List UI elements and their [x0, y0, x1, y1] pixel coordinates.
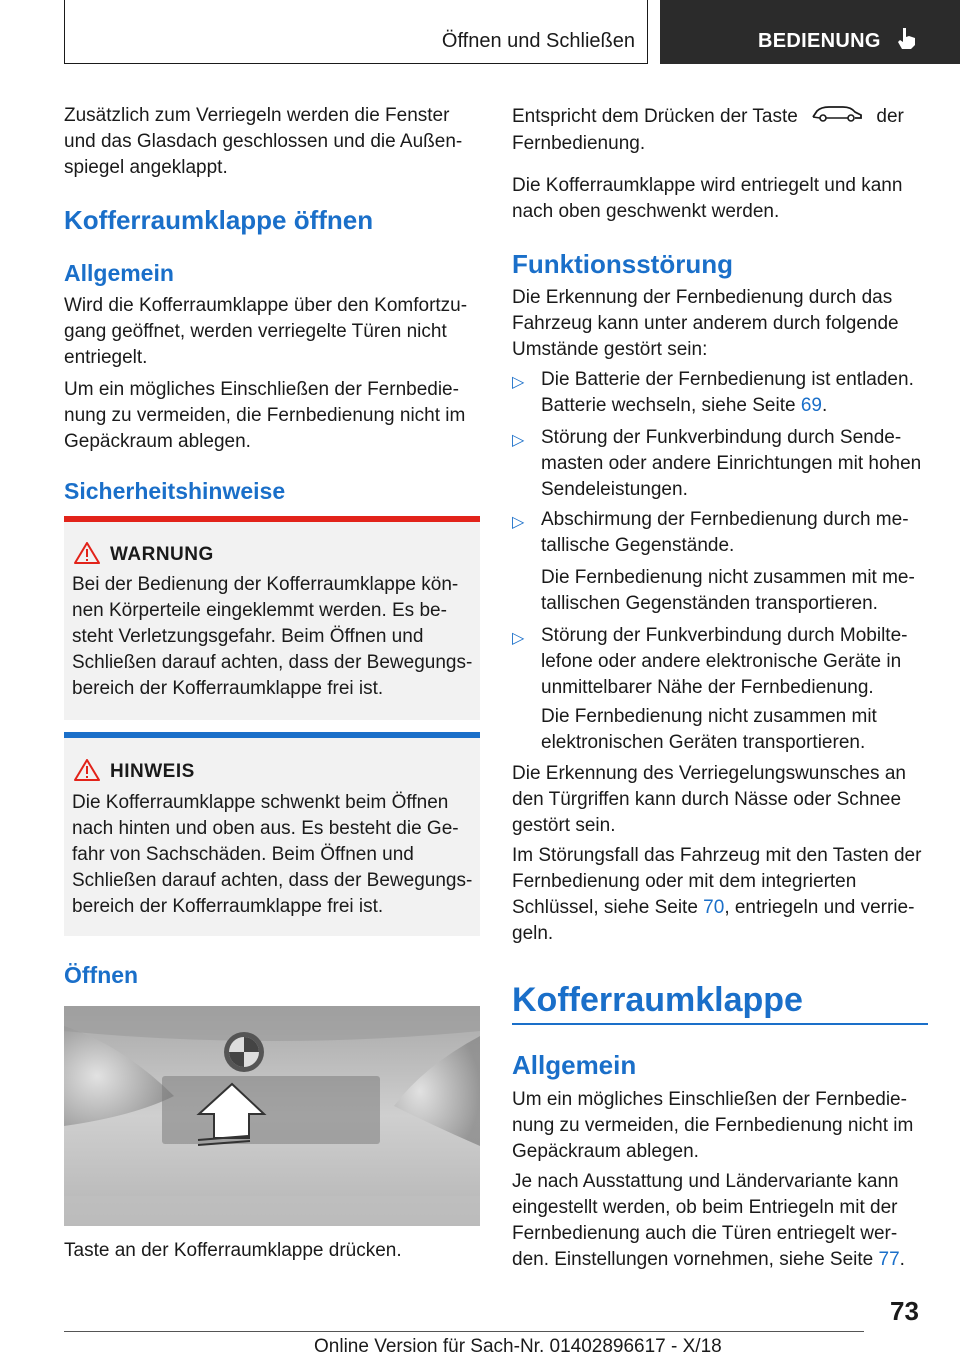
header-chapter-tab — [660, 0, 960, 64]
header-section-box — [64, 0, 648, 64]
heading-malfunction: Funktionsstörung — [512, 249, 733, 279]
notice-title: HINWEIS — [110, 761, 195, 782]
remote-key-text-before: Entspricht dem Drücken der Taste — [512, 106, 798, 128]
notice-bar — [64, 732, 480, 738]
warning-triangle-icon — [74, 542, 100, 569]
heading-trunk-open: Kofferraumklappe öffnen — [64, 205, 374, 235]
fault-unlock-text: Im Störungsfall das Fahrzeug mit den Tasten der Fernbedienung oder mit dem integrierten Schlüssel, siehe Seite — [512, 845, 922, 918]
malfunction-intro: Die Erkennung der Fernbedienung durch das Fahrzeug kann unter anderem durch folgende Umstände gestört sein: — [512, 287, 899, 360]
remote-key-text-line2: Fernbedienung. — [512, 133, 646, 154]
unlock-paragraph: Die Kofferraumklappe wird entriegelt und kann nach oben geschwenkt werden. — [512, 175, 903, 222]
warning-box — [64, 516, 480, 720]
footer-online-version: Online Version für Sach-Nr. 01402896617 - X/18 — [314, 1336, 722, 1357]
footer-divider — [64, 1331, 864, 1332]
page-link-77[interactable]: 77 — [878, 1249, 900, 1270]
warning-title: WARNUNG — [110, 544, 214, 565]
intro-paragraph: Zusätzlich zum Verriegeln werden die Fenster und das Glasdach geschlossen und die Außen-spiegel angeklappt. — [64, 105, 463, 178]
heading-underline — [512, 1023, 928, 1025]
bullet-mobile-phones: Störung der Funkverbindung durch Mobilte-lefone oder andere elektronische Geräte in unmittelbarer Nähe der Fernbedienung. — [541, 625, 908, 698]
notice-box — [64, 732, 480, 936]
bullet-shielding-advice: Die Fernbedienung nicht zusammen mit me-tallischen Gegenständen transportieren. — [541, 567, 915, 614]
trunk-paragraph-1: Um ein mögliches Einschließen der Fernbedie-nung zu vermeiden, die Fernbedienung nicht im Gepäckraum ablegen. — [512, 1089, 914, 1162]
trunk-button-photo — [64, 1006, 480, 1226]
bullet-marker: ▷ — [512, 374, 525, 391]
bullet-battery-text: Die Batterie der Fernbedienung ist entladen. Batterie wechseln, siehe Seite — [541, 369, 914, 416]
subheading-safety: Sicherheitshinweise — [64, 478, 286, 504]
trunk-paragraph-2-end: . — [899, 1249, 905, 1270]
remote-key-text-after: der — [876, 106, 904, 128]
heading-trunk-lid: Kofferraumklappe — [512, 981, 803, 1019]
car-key-icon — [811, 103, 863, 131]
bullet-mobile-advice: Die Fernbedienung nicht zusammen mit elektronischen Geräten transportieren. — [541, 706, 877, 753]
remote-key-paragraph — [512, 103, 932, 157]
bullet-marker: ▷ — [512, 630, 525, 647]
notice-triangle-icon — [74, 759, 100, 786]
page-link-70[interactable]: 70 — [703, 897, 725, 918]
subheading-general: Allgemein — [64, 260, 174, 286]
bullet-shielding: Abschirmung der Fernbedienung durch me-tallische Gegenstände. — [541, 509, 909, 556]
header-chapter-title: BEDIENUNG — [758, 30, 881, 52]
bullet-marker: ▷ — [512, 514, 525, 531]
trunk-paragraph-2 — [512, 1169, 932, 1273]
warning-bar — [64, 516, 480, 522]
lock-detection-paragraph: Die Erkennung des Verriegelungswunsches an den Türgriffen kann durch Nässe oder Schnee gestört sein. — [512, 763, 906, 836]
general-paragraph-1: Wird die Kofferraumklappe über den Komfortzu-gang geöffnet, werden verriegelte Türen nicht entriegelt. — [64, 295, 468, 368]
bullet-battery — [541, 367, 931, 419]
bullet-radio-masts: Störung der Funkverbindung durch Sende-masten oder andere Einrichtungen mit hohen Sendeleistungen. — [541, 427, 922, 500]
page-number: 73 — [890, 1296, 919, 1326]
trunk-paragraph-2-text: Je nach Ausstattung und Ländervariante kann eingestellt werden, ob beim Entriegeln mit der Fernbedienung auch die Türen entriegelt wer-den. Einstellungen vornehmen, siehe Seite — [512, 1171, 899, 1270]
fault-unlock-paragraph — [512, 843, 932, 947]
warning-text: Bei der Bedienung der Kofferraumklappe kön-nen Körperteile eingeklemmt werden. Es be-steht Verletzungsgefahr. Beim Öffnen und Schließen darauf achten, dass der Bewegungs-bereich der Kofferraumklappe frei ist. — [72, 574, 473, 699]
general-paragraph-2: Um ein mögliches Einschließen der Fernbedie-nung zu vermeiden, die Fernbedienung nicht im Gepäckraum ablegen. — [64, 379, 466, 452]
fault-unlock-end: , entriegeln und verrie-geln. — [512, 897, 915, 944]
photo-caption: Taste an der Kofferraumklappe drücken. — [64, 1240, 402, 1261]
bullet-marker: ▷ — [512, 432, 525, 449]
subheading-open: Öffnen — [64, 962, 139, 988]
notice-text: Die Kofferraumklappe schwenkt beim Öffnen nach hinten und oben aus. Es besteht die Ge-fahr von Sachschäden. Beim Öffnen und Schließen darauf achten, dass der Bewegungs-bereich der Kofferraumklappe frei ist. — [72, 792, 473, 917]
header-section-title: Öffnen und Schließen — [441, 30, 635, 52]
page-link-69[interactable]: 69 — [800, 395, 822, 416]
bullet-battery-end: . — [821, 395, 828, 416]
hand-pointer-icon — [896, 26, 918, 55]
subheading-general-right: Allgemein — [512, 1050, 637, 1080]
